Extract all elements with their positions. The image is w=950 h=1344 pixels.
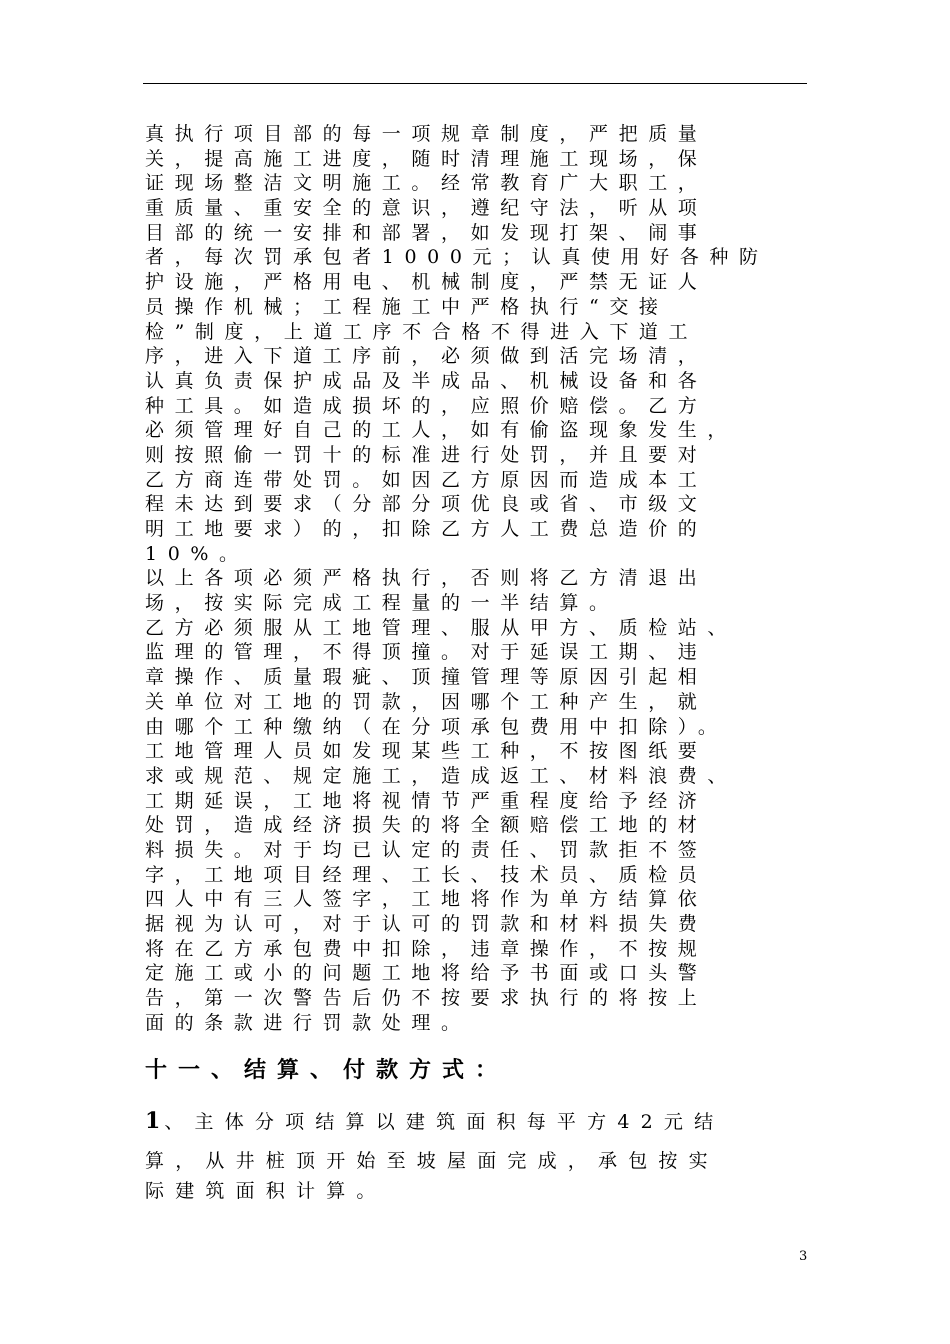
item-1-line-3: 际建筑面积计算。 <box>145 1180 387 1202</box>
body-line: 工期延误，工地将视情节严重程度给予经济 <box>145 789 708 812</box>
body-line: 将在乙方承包费中扣除，违章操作，不按规 <box>145 937 708 960</box>
body-line: 目部的统一安排和部署，如发现打架、闹事 <box>145 221 708 244</box>
body-line: 面的条款进行罚款处理。 <box>145 1011 471 1034</box>
body-line: 章操作、质量瑕疵、顶撞管理等原因引起相 <box>145 666 708 689</box>
body-line: 由哪个工种缴纳（在分项承包费用中扣除）。 <box>145 715 728 738</box>
header-rule <box>143 83 807 84</box>
body-line: 证现场整洁文明施工。经常教育广大职工， <box>145 172 708 195</box>
body-line: 则按照偷一罚十的标准进行处罚，并且要对 <box>145 443 708 466</box>
body-line: 字，工地项目经理、工长、技术员、质检员 <box>145 863 708 886</box>
item-1-line-2: 算，从井桩顶开始至坡屋面完成，承包按实 <box>145 1150 719 1172</box>
body-line: 真执行项目部的每一项规章制度，严把质量 <box>145 123 708 145</box>
body-line: 必须管理好自己的工人，如有偷盗现象发生， <box>145 419 738 442</box>
body-line: 关单位对工地的罚款，因哪个工种产生，就 <box>145 690 708 713</box>
body-line: 者，每次罚承包者1000元；认真使用好各种防 <box>145 246 769 269</box>
body-line: 10%。 <box>145 542 249 565</box>
body-line: 四人中有三人签字，工地将作为单方结算依 <box>145 888 708 911</box>
body-line: 乙方必须服从工地管理、服从甲方、质检站、 <box>145 616 738 639</box>
settlement-item-1 <box>145 1104 724 1206</box>
item-number: 1 <box>145 1108 165 1134</box>
body-line: 告，第一次警告后仍不按要求执行的将按上 <box>145 987 708 1010</box>
body-line: 种工具。如造成损坏的，应照价赔偿。乙方 <box>145 394 708 417</box>
body-line: 料损失。对于均已认定的责任、罚款拒不签 <box>145 838 708 861</box>
item-1-line-1 <box>145 1104 724 1138</box>
body-line: 明工地要求）的，扣除乙方人工费总造价的 <box>145 518 708 540</box>
body-line: 认真负责保护成品及半成品、机械设备和各 <box>145 369 708 392</box>
body-line: 求或规范、规定施工，造成返工、材料浪费、 <box>145 764 738 787</box>
body-line: 关，提高施工进度，随时清理施工现场，保 <box>145 147 708 170</box>
section-heading: 十一、结算、付款方式： <box>145 1057 509 1083</box>
body-line: 以上各项必须严格执行，否则将乙方清退出 <box>145 567 708 590</box>
body-line: 工地管理人员如发现某些工种，不按图纸要 <box>145 740 708 763</box>
body-line: 场，按实际完成工程量的一半结算。 <box>145 592 619 615</box>
body-line: 员操作机械；工程施工中严格执行“交接 <box>145 295 669 318</box>
body-line: 据视为认可，对于认可的罚款和材料损失费 <box>145 913 708 935</box>
body-text <box>145 122 820 1035</box>
page-number: 3 <box>799 1249 808 1264</box>
body-line: 监理的管理，不得顶撞。对于延误工期、违 <box>145 641 708 664</box>
body-line: 定施工或小的问题工地将给予书面或口头警 <box>145 962 708 985</box>
item-1-text: 、主体分项结算以建筑面积每平方42元结 <box>164 1111 725 1133</box>
body-line: 检”制度，上道工序不合格不得进入下道工 <box>145 320 699 343</box>
body-line: 程未达到要求（分部分项优良或省、市级文 <box>145 493 708 516</box>
body-line: 重质量、重安全的意识，遵纪守法，听从项 <box>145 197 708 220</box>
body-line: 护设施，严格用电、机械制度，严禁无证人 <box>145 271 708 294</box>
body-line: 处罚，造成经济损失的将全额赔偿工地的材 <box>145 814 708 837</box>
body-line: 序，进入下道工序前，必须做到活完场清， <box>145 345 708 368</box>
body-line: 乙方商连带处罚。如因乙方原因而造成本工 <box>145 468 708 491</box>
